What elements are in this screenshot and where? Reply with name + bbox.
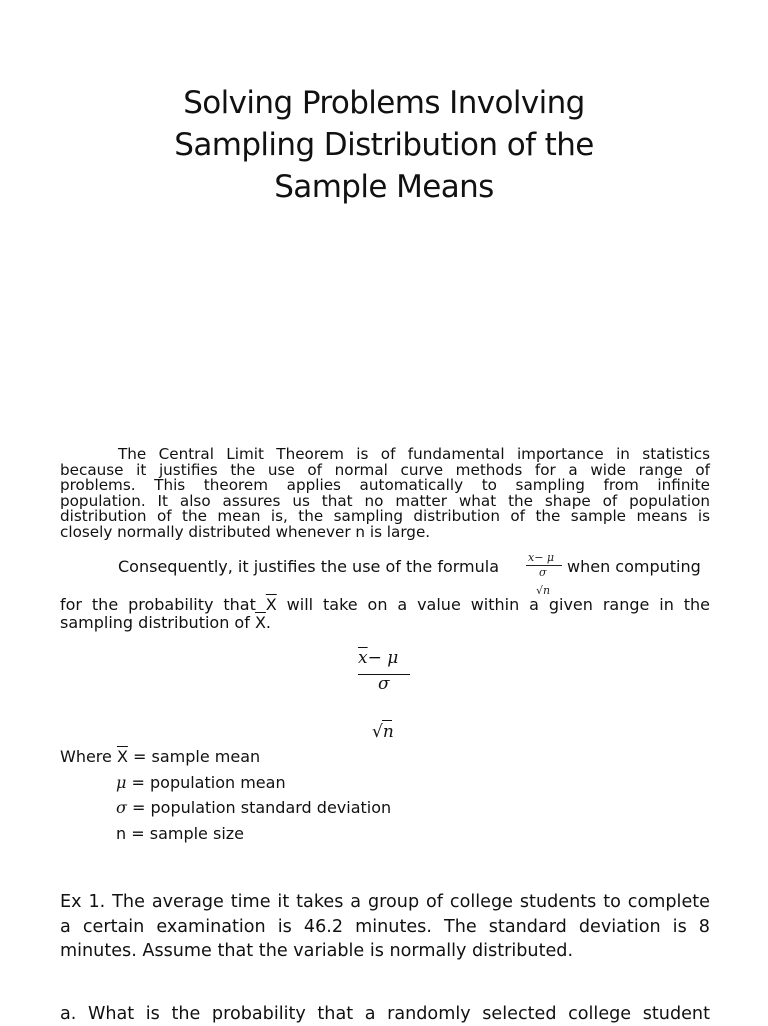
example-1-paragraph bbox=[60, 890, 710, 964]
paragraph-line: a certain examination is 46.2 minutes. The standard deviation is 8 bbox=[60, 916, 710, 937]
definition-row bbox=[60, 821, 391, 847]
title-line-2: Sampling Distribution of the bbox=[174, 127, 594, 163]
definition-text: = population mean bbox=[131, 772, 286, 792]
title-line-1: Solving Problems Involving bbox=[183, 85, 585, 121]
clt-paragraph bbox=[60, 447, 710, 541]
when-computing-text: when computing bbox=[567, 557, 701, 576]
root-bar bbox=[382, 720, 392, 721]
inline-formula bbox=[524, 551, 564, 599]
paragraph-line: minutes. Assume that the variable is normally distributed. bbox=[60, 941, 574, 961]
text-segment: − μ bbox=[367, 648, 399, 668]
text-segment: will take on a value within a given range in the bbox=[286, 595, 711, 614]
paragraph-line: The Central Limit Theorem is of fundamental importance in statistics bbox=[118, 445, 710, 463]
paragraph-line: distribution of the mean is, the sampling distribution of the sample means is bbox=[60, 507, 710, 526]
text-segment: sampling distribution of bbox=[60, 613, 250, 632]
paragraph-line bbox=[60, 614, 710, 632]
title-line-3: Sample Means bbox=[274, 169, 494, 205]
where-label: Where bbox=[60, 747, 112, 766]
x-bar-symbol: $\overline{x}$ bbox=[358, 648, 368, 668]
n-symbol: n bbox=[116, 823, 127, 843]
display-formula-numerator bbox=[358, 648, 398, 668]
inline-formula-root: √n bbox=[536, 584, 551, 597]
definition-row bbox=[60, 770, 391, 796]
paragraph-line: Ex 1. The average time it takes a group of college students to complete bbox=[60, 892, 710, 912]
definition-row bbox=[60, 795, 391, 821]
definition-row bbox=[60, 744, 391, 770]
x-bar-symbol: $\overline{X}$ bbox=[265, 595, 277, 614]
sigma-symbol: σ bbox=[116, 798, 127, 817]
mu-symbol: μ bbox=[116, 772, 127, 792]
paragraph-line: because it justifies the use of normal curve methods for a wide range of bbox=[60, 460, 710, 479]
display-formula bbox=[352, 648, 416, 748]
text-segment: . bbox=[265, 613, 271, 632]
definition-text: = sample size bbox=[131, 823, 245, 843]
page-title bbox=[80, 82, 688, 208]
definitions-list bbox=[60, 744, 391, 846]
x-bar-symbol: $\overline{X}$ bbox=[254, 613, 266, 632]
display-formula-root: √n bbox=[372, 722, 394, 742]
text-segment: for the probability that bbox=[60, 595, 256, 614]
paragraph-line: population. It also assures us that no matter what the shape of population bbox=[60, 491, 710, 510]
definition-text: = sample mean bbox=[133, 747, 261, 766]
inline-formula-numerator: x− μ bbox=[528, 551, 555, 564]
x-bar-symbol: $\overline{X}$ bbox=[116, 747, 128, 766]
definition-text: = population standard deviation bbox=[132, 798, 392, 817]
paragraph-line: problems. This theorem applies automatically to sampling from infinite bbox=[60, 476, 710, 495]
paragraph-line bbox=[60, 596, 710, 614]
paragraph-line: closely normally distributed whenever n is large. bbox=[60, 522, 431, 541]
question-a bbox=[60, 1002, 710, 1026]
inline-formula-denominator: σ bbox=[539, 566, 547, 579]
paragraph-line: a. What is the probability that a randomly selected college student bbox=[60, 1004, 710, 1024]
probability-paragraph bbox=[60, 596, 710, 632]
display-formula-denominator: σ bbox=[378, 674, 390, 694]
consequently-text: Consequently, it justifies the use of the formula bbox=[118, 557, 500, 576]
